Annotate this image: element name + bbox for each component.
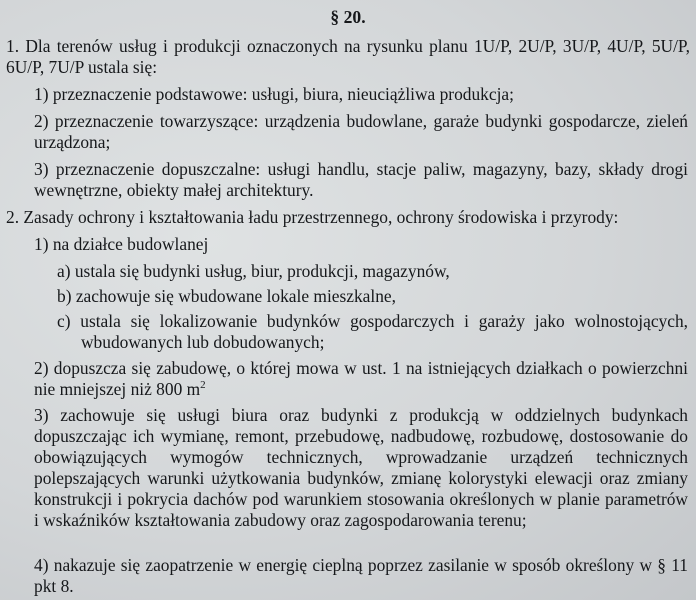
paragraph-2-item-1-sub-b: b) zachowuje się wbudowane lokale mieszkalne, xyxy=(57,286,396,306)
paragraph-2-item-1-sub-a: a) ustala się budynki usług, biur, produkcji, magazynów, xyxy=(57,261,450,281)
paragraph-1: 1. Dla terenów usług i produkcji oznaczonych na rysunku planu 1U/P, 2U/P, 3U/P, 4U/P, 5U/P, 6U/P, 7U/P ustala się: xyxy=(6,36,690,77)
paragraph-2-item-4: 4) nakazuje się zaopatrzenie w energię cieplną poprzez zasilanie w sposób określony w § 11 pkt 8. xyxy=(34,555,688,596)
paragraph-1-item-2: 2) przeznaczenie towarzyszące: urządzenia budowlane, garaże budynki gospodarcze, zieleń urządzona; xyxy=(34,111,688,152)
section-heading: § 20. xyxy=(330,7,366,27)
superscript-2: 2 xyxy=(200,379,206,392)
paragraph-2-item-2 xyxy=(34,358,688,400)
paragraph-2-item-2-text: 2) dopuszcza się zabudowę, o której mowa w ust. 1 na istniejących działkach o powierzchni nie mniejszej niż 800 m xyxy=(34,358,688,399)
paragraph-1-item-3: 3) przeznaczenie dopuszczalne: usługi handlu, stacje paliw, magazyny, bazy, składy drogi wewnętrzne, obiekty małej architektury. xyxy=(34,159,688,200)
paragraph-2-item-3: 3) zachowuje się usługi biura oraz budynki z produkcją w oddzielnych budynkach dopuszczając ich wymianę, remont, przebudowę, nadbudowę, rozbudowę, dostosowanie do obowiązujących wymogów technicznych, wprowadzanie urządzeń technicznych polepszających warunki użytkowania budynków, zmianę kolorystyki elewacji oraz zmiany konstrukcji i pokrycia dachów pod warunkiem stosowania określonych w planie parametrów i wskaźników kształtowania zabudowy oraz zagospodarowania terenu; xyxy=(34,405,688,530)
paragraph-2-item-1-sub-c: c) ustala się lokalizowanie budynków gospodarczych i garaży jako wolnostojących, wbudowanych lub dobudowanych; xyxy=(57,311,688,352)
paragraph-2-item-1: 1) na działce budowlanej xyxy=(34,234,209,254)
paragraph-1-item-1: 1) przeznaczenie podstawowe: usługi, biura, nieuciążliwa produkcja; xyxy=(34,84,514,104)
paragraph-2: 2. Zasady ochrony i kształtowania ładu przestrzennego, ochrony środowiska i przyrody: xyxy=(6,207,619,227)
